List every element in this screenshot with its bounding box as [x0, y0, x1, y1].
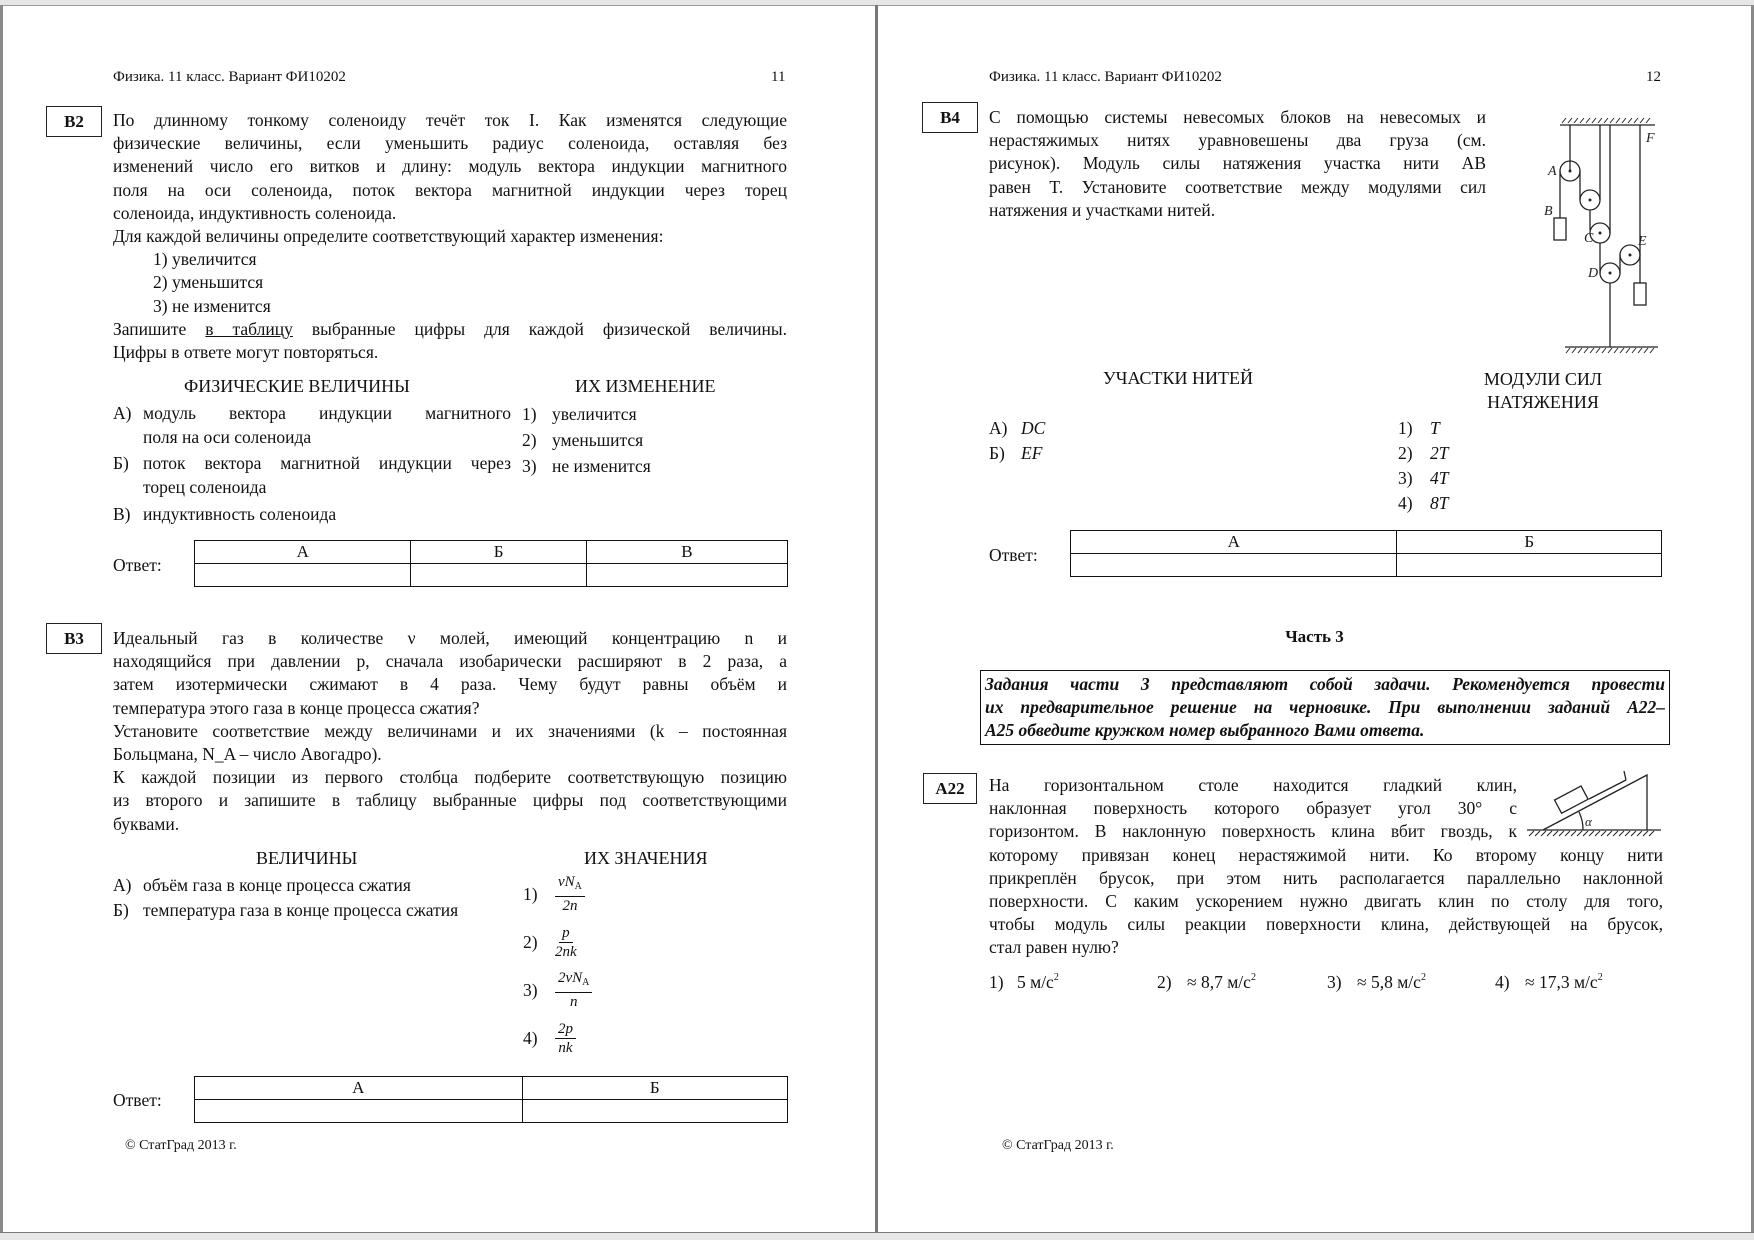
item-letter: Б) [113, 900, 129, 920]
b3-line: затем изотермически сжимают в 4 раза. Чему будут равны объём и [113, 674, 787, 695]
b3-line: находящийся при давлении p, сначала изобарически расширяют в 2 раза, а [113, 651, 787, 672]
b2-quantities-list [113, 401, 513, 526]
item-number: 4) [1398, 493, 1413, 513]
header-line: НАТЯЖЕНИЯ [1487, 392, 1599, 412]
item-letter: Б) [989, 443, 1005, 463]
item-number: 2) [523, 931, 538, 952]
b3-value-3 [523, 966, 592, 1014]
item-letter: А) [113, 403, 132, 423]
item-text: уменьшится [552, 430, 644, 450]
option-text: ≈ 8,7 м/с [1187, 972, 1251, 992]
option-text: ≈ 17,3 м/с [1525, 972, 1598, 992]
page-footer: © СтатГрад 2013 г. [1002, 1138, 1114, 1153]
answer-cell-b[interactable] [1397, 554, 1662, 577]
item-text: индуктивность соленоида [143, 504, 337, 524]
b3-answer-table [194, 1076, 788, 1123]
task-label-b3: B3 [46, 623, 102, 654]
part3-notice [980, 670, 1670, 745]
option-number: 4) [1495, 972, 1510, 992]
item-number: 4) [523, 1027, 538, 1048]
item-text: не изменится [552, 456, 651, 476]
option-text: ≈ 5,8 м/с [1357, 972, 1421, 992]
b3-values-list [523, 870, 592, 1062]
b4-segment-a [989, 416, 1045, 441]
option-number: 2) [1157, 972, 1172, 992]
numerator: 2p [558, 1020, 573, 1037]
numerator: 2νN [558, 970, 583, 986]
a22-line: На горизонтальном столе находится гладкий клин, [989, 775, 1517, 795]
a22-option-4[interactable] [1495, 972, 1603, 993]
b2-changes-list [522, 401, 651, 479]
b4-line: нерастяжимых нитях уравновешены два груза (см. [989, 130, 1486, 151]
b4-question-text [989, 106, 1486, 222]
b2-option: 3) не изменится [153, 295, 271, 316]
figure-label-a: A [1548, 164, 1557, 179]
option-text: 5 м/с [1017, 972, 1054, 992]
answer-cell-a[interactable] [195, 1100, 523, 1123]
b2-write-note: Цифры в ответе могут повторяться. [113, 342, 379, 363]
figure-label-b: B [1544, 204, 1553, 219]
b4-line: С помощью системы невесомых блоков на невесомых и [989, 107, 1486, 127]
item-number: 2) [522, 430, 537, 450]
item-text: 4T [1430, 468, 1449, 488]
answer-col-header: Б [411, 541, 586, 564]
b3-quantity-b [113, 898, 458, 923]
answer-cell-b[interactable] [411, 564, 586, 587]
b3-line: температура этого газа в конце процесса сжатия? [113, 697, 480, 718]
b3-line: из второго и запишите в таблицу выбранные цифры под соответствующими [113, 790, 787, 811]
answer-cell-a[interactable] [195, 564, 411, 587]
task-label-b4: B4 [922, 102, 978, 133]
item-text: 2T [1430, 443, 1449, 463]
b3-quantities-list [113, 873, 458, 923]
text: выбранные цифры для каждой физической величины. [292, 318, 787, 339]
part3-title: Часть 3 [1285, 627, 1344, 646]
answer-cell-b[interactable] [522, 1100, 787, 1123]
b2-line: изменений число его витков и длину: модуль вектора индукции магнитного [113, 156, 787, 177]
b3-line: К каждой позиции из первого столбца подберите соответствующую позицию [113, 767, 787, 788]
item-text: модуль вектора индукции магнитного [143, 403, 511, 423]
b4-forces-list [1398, 416, 1448, 516]
denominator: 2nk [555, 943, 577, 960]
task-label-a22: A22 [923, 773, 977, 804]
b2-col-header-changes: ИХ ИЗМЕНЕНИЕ [575, 376, 716, 396]
figure-label-d: D [1588, 266, 1599, 281]
b4-answer-table [1070, 530, 1662, 577]
item-number: 1) [523, 883, 538, 904]
b2-answer-table [194, 540, 788, 587]
b3-value-2 [523, 918, 592, 966]
superscript: 2 [1597, 972, 1603, 983]
option-number: 1) [989, 972, 1004, 992]
b2-line: соленоида, индуктивность соленоида. [113, 202, 397, 223]
b2-option: 2) уменьшится [153, 272, 264, 293]
item-letter: А) [989, 418, 1008, 438]
item-text: торец соленоида [143, 477, 267, 497]
figure-label-f: F [1646, 131, 1655, 146]
figure-label-e: E [1638, 234, 1647, 249]
b4-line: натяжения и участками нитей. [989, 199, 1216, 220]
b4-force-2 [1398, 441, 1448, 466]
item-text: температура газа в конце процесса сжатия [143, 900, 459, 920]
a22-line: горизонтом. В наклонную поверхность клина вбит гвоздь, к [989, 821, 1517, 842]
option-number: 3) [1327, 972, 1342, 992]
b3-answer-label: Ответ: [113, 1090, 162, 1110]
b3-col-header-quantities: ВЕЛИЧИНЫ [256, 848, 358, 868]
b4-force-1 [1398, 416, 1448, 441]
b3-value-1 [523, 870, 592, 918]
subscript: A [574, 881, 582, 892]
item-text: поля на оси соленоида [143, 427, 312, 447]
item-letter: В) [113, 504, 131, 524]
underlined-text: в таблицу [205, 318, 293, 339]
wedge-figure [1523, 768, 1663, 840]
denominator: nk [558, 1039, 573, 1056]
b2-line: физические величины, если уменьшить радиус соленоида, оставляя без [113, 133, 787, 154]
page-number: 12 [1646, 69, 1661, 85]
b2-quantity-a [113, 401, 513, 449]
answer-col-header: А [195, 541, 411, 564]
a22-question-text-top [989, 774, 1517, 844]
angle-label: α [1585, 814, 1592, 829]
superscript: 2 [1053, 972, 1059, 983]
b2-write-instruction [113, 318, 787, 341]
a22-option-2[interactable] [1157, 972, 1327, 993]
b2-option: 1) увеличится [153, 249, 257, 270]
fraction [555, 1020, 576, 1057]
b4-force-3 [1398, 466, 1448, 491]
b3-line: буквами. [113, 813, 180, 834]
item-number: 2) [1398, 443, 1413, 463]
answer-col-header: Б [1397, 531, 1662, 554]
fraction [555, 969, 592, 1011]
b3-quantity-a [113, 873, 458, 898]
b2-line: По длинному тонкому соленоиду течёт ток I. Как изменятся следующие [113, 110, 787, 130]
b4-answer-label: Ответ: [989, 545, 1038, 565]
figure-label-c: C [1584, 231, 1594, 246]
b3-line: Идеальный газ в количестве ν молей, имеющий концентрацию n и [113, 628, 787, 648]
item-number: 3) [522, 456, 537, 476]
text: Запишите [113, 318, 206, 339]
page-header: Физика. 11 класс. Вариант ФИ10202 [113, 69, 346, 85]
a22-line: чтобы модуль силы реакции поверхности клина, действующей на брусок, [989, 914, 1663, 935]
a22-option-1[interactable] [989, 972, 1157, 993]
notice-line: их предварительное решение на черновике. При выполнении заданий А22– [985, 697, 1665, 717]
b4-line: равен T. Установите соответствие между модулями сил [989, 176, 1486, 197]
item-text: увеличится [552, 404, 637, 424]
b2-col-header-quantities: ФИЗИЧЕСКИЕ ВЕЛИЧИНЫ [184, 376, 410, 396]
a22-option-3[interactable] [1327, 972, 1495, 993]
a22-line: которому привязан конец нерастяжимой нити. Ко второму концу нити [989, 844, 1663, 865]
a22-line: наклонная поверхность которого образует угол 30° с [989, 798, 1517, 819]
numerator: p [562, 924, 570, 941]
item-number: 1) [1398, 418, 1413, 438]
b2-question-text [113, 109, 787, 364]
b3-line: Больцмана, N_A – число Авогадро). [113, 744, 382, 765]
superscript: 2 [1250, 972, 1256, 983]
task-label-b2: B2 [46, 106, 102, 137]
page-footer: © СтатГрад 2013 г. [125, 1138, 237, 1153]
subscript: A [582, 977, 590, 988]
page-11 [3, 0, 875, 1232]
page-number: 11 [771, 69, 786, 85]
item-text: DC [1021, 418, 1046, 438]
notice-line: А25 обведите кружком номер выбранного Вами ответа. [985, 720, 1425, 740]
a22-line: поверхности. С каким ускорением нужно двигать клин по столу для того, [989, 891, 1663, 911]
item-number: 1) [522, 404, 537, 424]
b2-quantity-c [113, 502, 513, 526]
answer-cell-c[interactable] [586, 564, 787, 587]
item-text: 8T [1430, 493, 1449, 513]
pulley-system-figure [1530, 115, 1670, 360]
b2-answer-label: Ответ: [113, 555, 162, 575]
answer-col-header: В [586, 541, 787, 564]
a22-line: прикреплён брусок, при этом нить располагается параллельно наклонной [989, 867, 1663, 888]
item-text: объём газа в конце процесса сжатия [143, 875, 411, 895]
b4-line: рисунок). Модуль силы натяжения участка нити AB [989, 153, 1486, 174]
page-12 [878, 0, 1751, 1232]
b2-change-1 [522, 401, 651, 427]
answer-col-header: А [195, 1077, 523, 1100]
item-letter: Б) [113, 453, 129, 473]
answer-cell-a[interactable] [1071, 554, 1397, 577]
item-letter: А) [113, 875, 132, 895]
fraction [555, 873, 585, 915]
b3-line: Установите соответствие между величинами и их значениями (k – постоянная [113, 720, 787, 741]
b3-question-text [113, 627, 787, 836]
b4-col-header-segments: УЧАСТКИ НИТЕЙ [1103, 368, 1254, 388]
b2-change-3 [522, 453, 651, 479]
superscript: 2 [1420, 972, 1426, 983]
numerator: νN [558, 874, 575, 890]
b3-col-header-values: ИХ ЗНАЧЕНИЯ [584, 848, 708, 868]
b3-value-4 [523, 1014, 592, 1062]
b4-segment-b [989, 441, 1045, 466]
item-text: поток вектора магнитной индукции через [143, 453, 511, 473]
page-header: Физика. 11 класс. Вариант ФИ10202 [989, 69, 1222, 85]
item-text: EF [1021, 443, 1043, 463]
b4-col-header-forces [1463, 368, 1623, 414]
header-line: МОДУЛИ СИЛ [1483, 369, 1603, 389]
item-number: 3) [1398, 468, 1413, 488]
b4-force-4 [1398, 491, 1448, 516]
a22-line: стал равен нулю? [989, 937, 1119, 958]
answer-col-header: Б [522, 1077, 787, 1100]
item-text: T [1430, 418, 1440, 438]
a22-answer-options [989, 972, 1669, 993]
b2-instruction: Для каждой величины определите соответствующий характер изменения: [113, 226, 664, 247]
answer-col-header: А [1071, 531, 1397, 554]
b2-line: поля на оси соленоида, поток вектора магнитной индукции через торец [113, 179, 787, 200]
b2-quantity-b [113, 451, 513, 499]
a22-question-text-bottom [989, 844, 1663, 960]
denominator: n [569, 994, 578, 1010]
b4-segments-list [989, 416, 1045, 466]
fraction [555, 924, 577, 961]
denominator: 2n [562, 898, 578, 914]
notice-line: Задания части 3 представляют собой задачи. Рекомендуется провести [985, 674, 1665, 694]
b2-change-2 [522, 427, 651, 453]
item-number: 3) [523, 979, 538, 1000]
